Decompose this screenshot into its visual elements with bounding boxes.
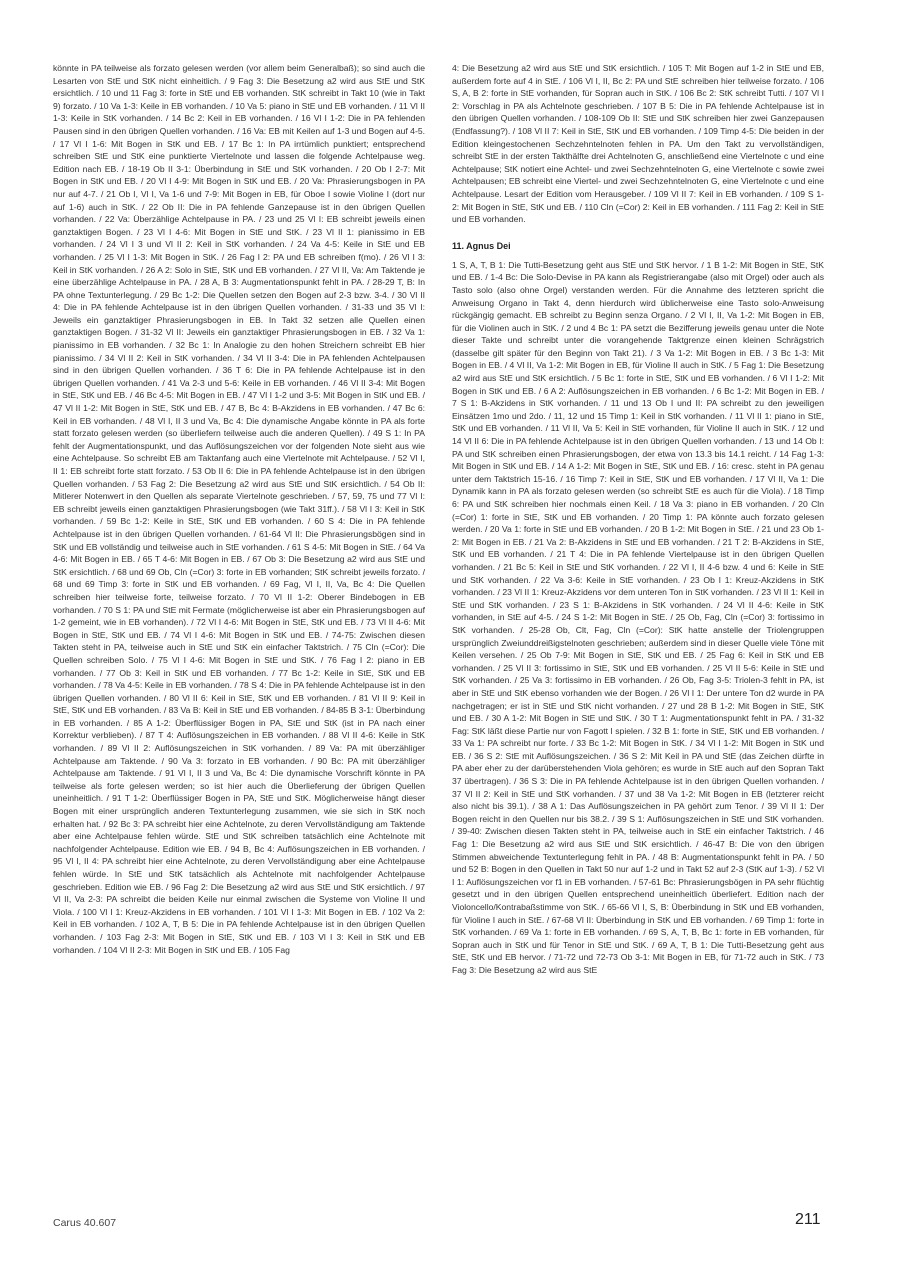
right-column-text-top: 4: Die Besetzung a2 wird aus StE und StK ersichtlich. / 105 T: Mit Bogen auf 1-2 in StE und EB, außerdem forte auf 4 in StE. / 106 Vl I, II, Bc 2: PA und StE schreiben hier teilweise forzato. / 106 S, A, B 2: forte in StE vorhanden, für Sopran auch in StK. / 106 Bc 2: StK schreibt Tutti. / 107 Vl I 2: Vorschlag in PA als Achtelnote geschrieben. / 107 B 5: Die in PA fehlende Achtelpause ist in den übrigen Quellen vorhanden. / 108-109 Ob II: StE und StK schreiben hier zwei Ganzepausen (Endfassung?). / 108 Vl II 7: Keil in StE, StK und EB vorhanden. / 109 Timp 4-5: Die beiden in der Edition kleingestochenen Sechzehntelnoten fehlen in PA. Um den Takt zu vervollständigen, schreibt StE in der ersten Takthälfte drei Achtelnoten G, anschließend eine Viertelnote c und eine Achtelpause; StK notiert eine Achtel- und zwei Sechzehntelnoten G, eine Viertelnote c sowie zwei Achtelpausen; EB schreibt eine Viertel- und zwei Sechzehntelnoten G, eine Viertelnote c und eine Achtelpause. Lesart der Edition vom Herausgeber. / 109 Vl II 7: Keil in EB vorhanden. / 109 S 1-2: Mit Bogen in StE, StK und EB. / 110 Cln (=Cor) 2: Keil in EB vorhanden. / 111 Fag 2: Keil in StE und EB vorhanden. [452, 63, 824, 225]
critical-report-right-column [452, 62, 824, 1117]
catalog-number: Carus 40.607 [53, 1217, 117, 1229]
critical-report-left-column [53, 62, 425, 1117]
page-number: 211 [795, 1211, 821, 1228]
right-column-text-bottom: 1 S, A, T, B 1: Die Tutti-Besetzung geht aus StE und StK hervor. / 1 B 1-2: Mit Bogen in StE, StK und EB. / 1-4 Bc: Die Solo-Devise in PA kann als Registrierangabe (also mit Orgel) oder auch als Tasto solo (also ohne Orgel) verstanden werden. Für die Annahme des letzteren spricht die Anweisung Organo in Takt 4, denn hierdurch wird üblicherweise eine Tasto solo-Anweisung rückgängig gemacht. EB schreibt zu Beginn senza Organo. / 2 Vl I, II, Va 1-2: Mit Bogen in EB, für die Violinen auch in StK. / 2 und 4 Bc 1: PA setzt die Bezifferung jeweils genau unter die Note dieser Takte und schreibt unter die vorangehende Taktgrenze einen kleinen Schrägstrich (dasselbe gilt später für den Beginn von Takt 21). / 3 Va 1-2: Mit Bogen in EB. / 3 Bc 1-3: Mit Bogen in EB. / 4 Vl II, Va 1-2: Mit Bogen in EB, für Violine II auch in StK. / 5 Fag 1: Die Besetzung a2 wird aus StE und StK ersichtlich. / 5 Bc 1: forte in StE, StK und EB vorhanden. / 6 Vl I 1-2: Mit Bogen in StK und EB. / 6 A 2: Auflösungszeichen in EB vorhanden. / 6 Bc 1-2: Mit Bogen in EB. / 7 S 1: B-Akzidens in StK vorhanden. / 11 und 13 Ob I und II: PA schreibt zu den jeweiligen Einsätzen 1mo und 2do. / 11, 12 und 15 Timp 1: Keil in StK vorhanden. / 11 Vl II 1: piano in StE, StK und EB vorhanden. / 11 Vl II, Va 5: Keil in StE vorhanden, für Violine II auch in StK. / 12 und 14 Vl II 6: Die in PA fehlende Achtelpause ist in den übrigen Quellen vorhanden. / 13 und 14 Ob I: PA und StK schreiben einen Phrasierungsbogen, der etwa von 13.3 bis 14.1 reicht. / 14 Fag 1-3: Mit Bogen in StK und EB. / 14 A 1-2: Mit Bogen in StE, StK und EB. / 16: cresc. steht in PA genau unter dem Taktstrich 15-16. / 16 Timp 7: Keil in StE, StK und EB vorhanden. / 17 Vl II, Va 1: Die Dynamik kann in PA als forzato gelesen werden (so schreibt StE es auch für die Viola). / 18 Timp 6: PA und StK schreiben hier nochmals einen Keil. / 18 Va 3: piano in EB vorhanden. / 20 Cln (=Cor) 1: forte in StE, StK und EB vorhanden. / 20 Timp 1: PA könnte auch forzato gelesen werden. / 20 Va 1: forte in StE und EB vorhanden. / 20 B 1-2: Mit Bogen in StE. / 21 und 23 Ob 1-2: Mit Bogen in EB. / 21 Va 2: B-Akzidens in StE und EB vorhanden. / 21 T 2: B-Akzidens in StE, StK und EB vorhanden. / 21 T 4: Die in PA fehlende Viertelpause ist in den übrigen Quellen vorhanden. / 21 Bc 5: Keil in StE und StK vorhanden. / 22 Vl I, II 4-6 bzw. 4 und 6: Keile in StE und StK vorhanden. / 22 Va 3-6: Keile in StE vorhanden. / 23 Ob I 1: Kreuz-Akzidens in StK vorhanden. / 23 Vl II 1: Kreuz-Akzidens vor dem unteren Ton in StK vorhanden. / 23 Vl II 1: Keil in StE und StK vorhanden. / 23 S 1: B-Akzidens in StK vorhanden. / 24 Vl II 4-6: Keile in StK vorhanden, in StE auf 4-5. / 24 S 1-2: Mit Bogen in StE. / 25 Ob, Fag, Cln (=Cor) 3: fortissimo in StK vorhanden. / 25-28 Ob, Clt, Fag, Cln (=Cor): StK hatte anstelle der Triolengruppen ursprünglich Zweiunddreißigstelnoten geschrieben; außerdem sind in dieser Quelle viele Töne mit Keilen versehen. / 25 Ob 7-9: Mit Bogen in StE, StK und EB. / 25 Fag 6: Keil in StK und EB vorhanden. / 25 Vl II 3: fortissimo in StE, StK und EB vorhanden. / 25 Vl II 5-6: Keile in StE und StK vorhanden. / 25 Va 3: fortissimo in EB vorhanden. / 26 Ob, Fag 3-5: Triolen-3 fehlt in PA, ist aber in StE und StK ebenso vorhanden wie der Bogen. / 26 Vl I 1: Der untere Ton d2 wurde in PA nachgetragen; er ist in StE und StK nicht vorhanden. / 27 und 28 B 1-2: Mit Bogen in StE, StK und EB. / 30 A 1-2: Mit Bogen in StE und StK. / 30 T 1: Augmentationspunkt fehlt in PA. / 31-32 Fag: StK läßt diese Partie nur von Fagott I spielen. / 32 B 1: forte in StE, StK und EB vorhanden. / 33 Va 1: PA schreibt nur forte. / 33 Bc 1-2: Mit Bogen in StK. / 34 Vl I 1-2: Mit Bogen in StK und EB. / 36 S 2: StE mit Auflösungszeichen. / 36 S 2: Mit Keil in PA und StE (das Zeichen dürfte in PA aber eher zu der darüberstehenden Viola gehören; es wurde in StE auch auf den Sopran Takt 37 übertragen). / 36 S 3: Die in PA fehlende Achtelpause ist in den übrigen Quellen vorhanden. / 37 Vl II 2: Keil in StE und StK vorhanden. / 37 und 38 Va 1-2: Mit Bogen in EB (letzterer reicht also nicht bis 39.1). / 38 A 1: Das Auflösungszeichen in PA gehört zum Tenor. / 39 Vl II 1: Der Bogen reicht in den Quellen nur bis 38.2. / 39 S 1: Auflösungszeichen in StE und StK vorhanden. / 39-40: Zwischen diesen Takten steht in PA, teilweise auch in StE ein einfacher Taktstrich. / 46 Fag 1: Die Besetzung a2 wird aus StE und StK ersichtlich. / 46-47 B: Die von den übrigen Stimmen abweichende Textunterlegung fehlt in PA. / 48 B: Augmentationspunkt fehlt in PA. / 50 und 52 B: Bogen in den Quellen in Takt 50 nur auf 1-2 und in Takt 52 auf 2-3 (StK auf 1-3). / 52 Vl I 1: Auflösungszeichen vor f1 in EB vorhanden. / 57-61 Bc: Phrasierungsbögen in PA sehr flüchtig gesetzt und in den übrigen Quellen entsprechend uneinheitlich überliefert. Edition nach der Violoncello/Kontrabaßstimme von StK. / 65-66 Vl I, S, B: Überbindung in StK und EB vorhanden, für Violine I auch in StE. / 67-68 Vl II: Überbindung in StK und EB vorhanden. / 69 Timp 1: forte in StK vorhanden. / 69 Va 1: forte in EB vorhanden. / 69 S, A, T, B, Bc 1: forte in EB vorhanden, für Sopran auch in StK und für Tenor in StE und StK. / 69 A, T, B 1: Die Tutti-Besetzung geht aus StE, StK und EB hervor. / 71-72 und 72-73 Ob 3-1: Mit Bogen in EB, für 71-72 auch in StK. / 73 Fag 3: Die Besetzung a2 wird aus StE [452, 259, 824, 975]
section-heading-agnus-dei: 11. Agnus Dei [452, 240, 511, 251]
left-column-text: könnte in PA teilweise als forzato gelesen werden (vor allem beim Generalbaß); so sind auch die Lesarten von StE und StK nicht einheitlich. / 9 Fag 3: Die Besetzung a2 wird aus StE und StK ersichtlich. / 10 und 11 Fag 3: forte in StE und EB vorhanden. StK schreibt in Takt 10 (wie in Takt 9) forzato. / 10 Va 1-3: Keile in EB vorhanden. / 10 Va 5: piano in StE und EB vorhanden. / 11 Vl II 1-3: Keile in StK vorhanden. / 14 Bc 2: Keil in EB vorhanden. / 16 Vl I 1-2: Die in PA fehlenden Pausen sind in den übrigen Quellen vorhanden. / 16 Va: EB mit Keilen auf 1-3 und Bogen auf 4-5. / 17 Vl I 1-6: Mit Bogen in StK und EB. / 17 Bc 1: In PA irrtümlich punktiert; entsprechend schreiben StE und StK eine punktierte Viertelnote und lassen die folgende Achtelpause weg. Edition nach EB. / 18-19 Ob II 3-1: Überbindung in StE und StK vorhanden. / 20 Ob I 2-7: Mit Bogen in StK und EB. / 20 Vl I 4-9: Mit Bogen in StK und EB. / 20 Va: Phrasierungsbogen in PA nur auf 4-7. / 21 Ob I, Vl I, Va 1-6 und 7-9: Mit Bogen in EB, für Oboe I sowie Violine I (dort nur auf 1-6) auch in StK. / 22 Ob II: Die in PA fehlende Ganzepause ist in den übrigen Quellen vorhanden. / 22 Va: Überzählige Achtelpause in PA. / 23 und 25 Vl I: EB schreibt jeweils einen ganztaktigen Bogen. / 23 Vl I 4-6: Mit Bogen in StE und StK. / 23 Vl II 1: pianissimo in EB vorhanden. / 24 Vl I 3 und Vl II 2: Keil in StK vorhanden. / 24 Va 4-5: Keile in StE und EB vorhanden. / 25 Vl I 1-3: Mit Bogen in StK. / 26 Fag I 2: PA und EB schreiben f(mo). / 26 Vl I 3: Keil in StK vorhanden. / 26 A 2: Solo in StE, StK und EB vorhanden. / 27 Vl II, Va: Am Taktende je eine überzählige Achtelpause in PA. / 28 A, B 3: Augmentationspunkt fehlt in PA. / 28-29 T, B: In PA ohne Textunterlegung. / 29 Bc 1-2: Die Quellen setzen den Bogen auf 2-3 bzw. 3-4. / 30 Vl II 4: Die in PA fehlende Achtelpause ist in den übrigen Quellen vorhanden. / 31-33 und 35 Vl I: Jeweils ein ganztaktiger Phrasierungsbogen in EB. In Takt 32 setzen alle Quellen einen ganztaktigen Bogen. / 31-32 Vl II: Jeweils ein ganztaktiger Phrasierungsbogen in EB. / 32 Va 1: pianissimo in EB vorhanden. / 32 Bc 1: In Analogie zu den hohen Streichern schreibt EB hier pianissimo. / 34 Vl II 2: Keil in StK vorhanden. / 34 Vl II 3-4: Die in PA fehlenden Achtelpausen sind in den übrigen Quellen vorhanden. / 36 T 6: Die in PA fehlende Achtelpause ist in den übrigen Quellen vorhanden. / 41 Va 2-3 und 5-6: Keile in EB vorhanden. / 46 Vl II 3-4: Mit Bogen in StE, StK und EB. / 46 Bc 4-5: Mit Bogen in EB. / 47 Vl I 1-2 und 3-5: Mit Bogen in StK und EB. / 47 Vl II 1-2: Mit Bogen in StE, StK und EB. / 47 B, Bc 4: B-Akzidens in EB vorhanden. / 47 Bc 6: Keil in EB vorhanden. / 48 Vl I, II 3 und Va, Bc 4: Die dynamische Angabe könnte in PA als forte statt forzato gelesen werden (so überliefern teilweise auch die anderen Quellen). / 49 S 1: In PA fehlt der Augmentationspunkt, und das Auflösungszeichen vor der folgenden Note sieht aus wie eine Achtelpause. So schreibt EB am Taktanfang auch eine Viertelnote mit Achtelpause. / 52 Vl I, II 1: EB schreibt forte statt forzato. / 53 Ob II 6: Die in PA fehlende Achtelpause ist in den übrigen Quellen vorhanden. / 53 Fag 2: Die Besetzung a2 wird aus StE und StK ersichtlich. / 54 Ob II: Mitlerer Notenwert in den Quellen als separate Viertelnote geschrieben. / 57, 59, 75 und 77 Vl I: EB schreibt jeweils einen ganztaktigen Phrasierungsbogen (wie Takt 31ff.). / 58 Vl I 3: Keil in StK vorhanden. / 59 Bc 1-2: Keile in StE, StK und EB vorhanden. / 60 S 4: Die in PA fehlende Achtelpause ist in den übrigen Quellen vorhanden. / 61-64 Vl II: Die Phrasierungsbögen sind in StK und EB vollständig und teilweise auch in StE vorhanden. / 61 S 4-5: Mit Bogen in StE. / 64 Va 4-6: Mit Bogen in EB. / 65 T 4-6: Mit Bogen in EB. / 67 Ob 3: Die Besetzung a2 wird aus StE und StK ersichtlich. / 68 und 69 Ob, Cln (=Cor) 3: forte in EB vorhanden; StK schreibt jeweils forzato. / 68 und 69 Timp 3: forte in StK und EB vorhanden. / 69 Fag, Vl I, II, Va, Bc 4: Die Quellen schreiben hier teilweise forte, teilweise forzato. / 70 Vl II 1-2: Oberer Bindebogen in EB vorhanden. / 70 S 1: PA und StE mit Fermate (möglicherweise ist aber ein Phrasierungsbogen auf 1-2 gemeint, wie in EB vorhanden). / 72 Vl I 4-6: Mit Bogen in StE, StK und EB. / 73 Vl II 4-6: Mit Bogen in StE, StK und EB. / 74 Vl I 4-6: Mit Bogen in StK und EB. / 74-75: Zwischen diesen Takten steht in PA, teilweise auch in StE und StK ein einfacher Taktstrich. / 75 Cln (=Cor): Die Quellen schreiben Solo. / 75 Vl I 4-6: Mit Bogen in StE und StK. / 76 Fag I 2: piano in EB vorhanden. / 77 Ob 3: Keil in StK und EB vorhanden. / 77 Bc 1-2: Keile in StE, StK und EB vorhanden. / 78 Va 4-5: Keile in EB vorhanden. / 78 S 4: Die in PA fehlende Achtelpause ist in den übrigen Quellen vorhanden. / 80 Vl II 6: Keil in StE, StK und EB vorhanden. / 81 Vl II 9: Keil in StE, StK und EB vorhanden. / 83 Va B: Keil in StE und EB vorhanden. / 84-85 B 3-1: Überbindung in EB vorhanden. / 85 A 1-2: Überflüssiger Bogen in PA, StE und StK (ist in PA nach einer Korrektur verblieben). / 87 T 4: Auflösungszeichen in EB vorhanden. / 88 Vl II 4-6: Keile in StK vorhanden. / 89 Vl II 2: Auflösungszeichen in StK vorhanden. / 89 Va: PA mit überzähliger Achtelpause am Taktende. / 90 Va 3: forzato in EB vorhanden. / 90 Bc: PA mit überzähliger Achtelpause am Taktende. / 91 Vl I, II 3 und Va, Bc 4: Die dynamische Vorschrift könnte in PA teilweise als forte gelesen werden; so ist hier auch die Überlieferung der übrigen Quellen uneinheitlich. / 91 T 1-2: Überflüssiger Bogen in PA, StE und StK. Möglicherweise hängt dieser Bogen mit einer ursprünglich anderen Textunterlegung zusammen, wie sie sich in StK noch erhalten hat. / 92 Bc 3: PA schreibt hier eine Achtelnote, zu deren Vervollständigung am Taktende aber eine Achtelpause fehlen würde. StE und StK schreiben tatsächlich eine Achtelnote mit nachfolgender Achtelpause. Edition wie EB. / 94 B, Bc 4: Auflösungszeichen in EB vorhanden. / 95 Vl I, II 4: PA schreibt hier eine Achtelnote, zu deren Vervollständigung aber eine Achtelpause fehlen würde. In StE und StK tatsächlich als Achtelnote mit nachfolgender Achtelpause geschrieben. Edition wie EB. / 96 Fag 2: Die Besetzung a2 wird aus StE und StK ersichtlich. / 97 Vl II, Va 2-3: PA schreibt die beiden Keile nur einmal zwischen die Systeme von Violine II und Viola. / 100 Vl I 1: Kreuz-Akzidens in EB vorhanden. / 101 Vl I 1-3: Mit Bogen in EB. / 102 Va 2: Keil in EB vorhanden. / 102 A, T, B 5: Die in PA fehlende Achtelpause ist in den übrigen Quellen vorhanden. / 103 Fag 2-3: Mit Bogen in StE, StK und EB. / 103 Vl I 3: Keil in StK und EB vorhanden. / 104 Vl II 2-3: Mit Bogen in StK und EB. / 105 Fag [53, 63, 425, 955]
